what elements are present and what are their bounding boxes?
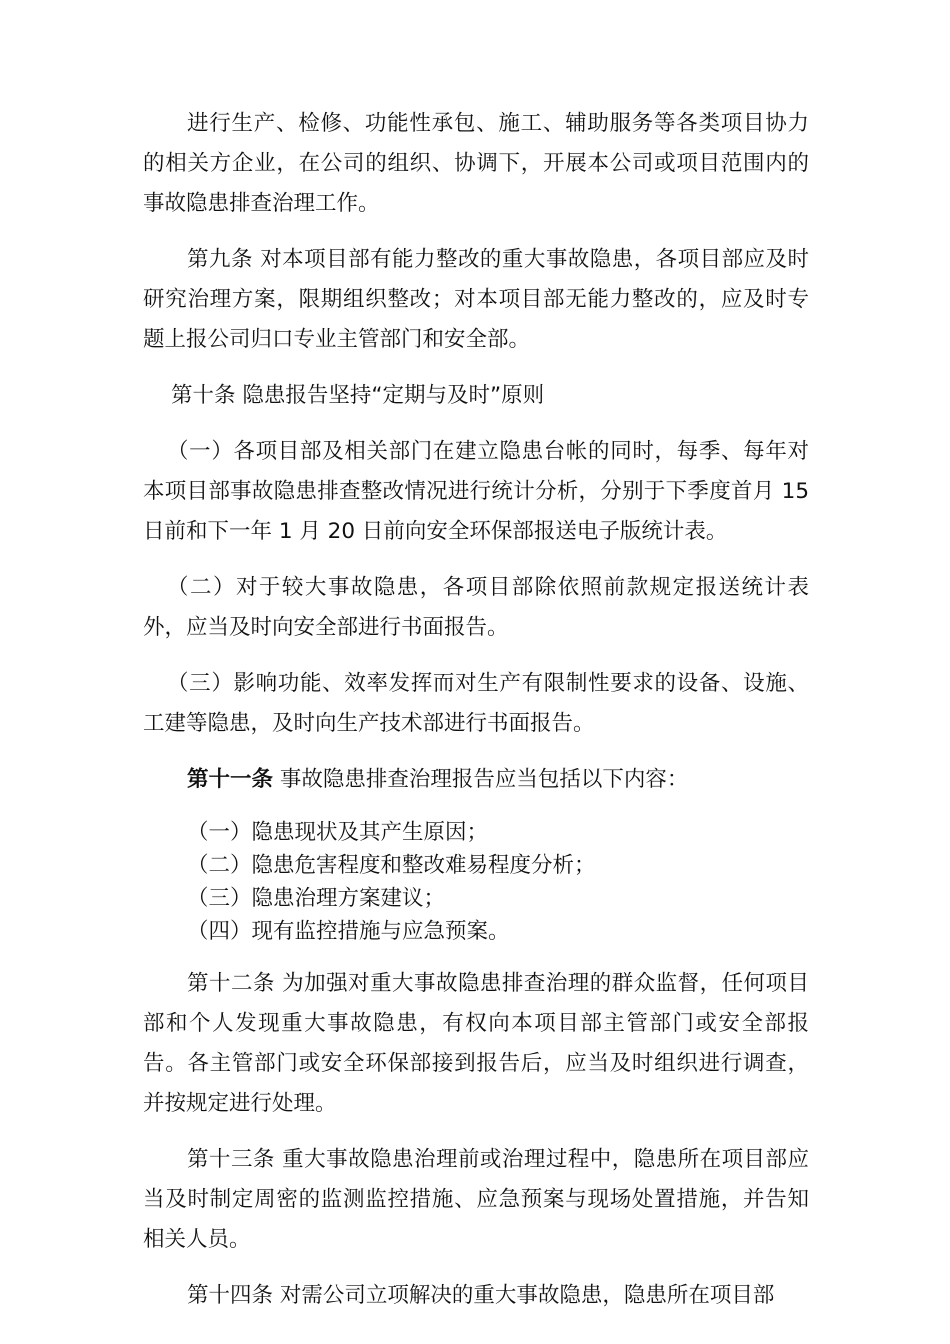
list-item: （四）现有监控措施与应急预案。 bbox=[187, 919, 510, 944]
article-9: 第九条 对本项目部有能力整改的重大事故隐患，各项目部应及时研究治理方案，限期组织整改；对本项目部无能力整改的，应及时专题上报公司归口专业主管部门和安全部。 bbox=[143, 247, 809, 352]
document-page bbox=[143, 104, 809, 1332]
article-13: 第十三条 重大事故隐患治理前或治理过程中，隐患所在项目部应当及时制定周密的监测监控措施、应急预案与现场处置措施，并告知相关人员。 bbox=[143, 1147, 809, 1252]
article-11-list bbox=[143, 816, 809, 948]
article-11 bbox=[143, 760, 809, 800]
article-10: 第十条 隐患报告坚持“定期与及时”原则 bbox=[171, 383, 545, 408]
article-11-text: 事故隐患排查治理报告应当包括以下内容： bbox=[273, 767, 689, 792]
article-11-heading: 第十一条 bbox=[187, 767, 274, 792]
list-item: （一）隐患现状及其产生原因； bbox=[187, 820, 489, 845]
list-item: （三）隐患治理方案建议； bbox=[187, 886, 446, 911]
article-10-item-2: （二）对于较大事故隐患，各项目部除依照前款规定报送统计表外，应当及时向安全部进行书面报告。 bbox=[143, 575, 809, 640]
article-12: 第十二条 为加强对重大事故隐患排查治理的群众监督，任何项目部和个人发现重大事故隐患，有权向本项目部主管部门或安全部报告。各主管部门或安全环保部接到报告后，应当及时组织进行调查，并按规定进行处理。 bbox=[143, 971, 809, 1116]
article-14: 第十四条 对需公司立项解决的重大事故隐患，隐患所在项目部 bbox=[187, 1283, 775, 1308]
article-10-item-1: （一）各项目部及相关部门在建立隐患台帐的同时，每季、每年对本项目部事故隐患排查整改情况进行统计分析，分别于下季度首月 15 日前和下一年 1 月 20 日前向安全环保部报送电子版统计表。 bbox=[143, 439, 809, 544]
paragraph-intro: 进行生产、检修、功能性承包、施工、辅助服务等各类项目协力的相关方企业，在公司的组织、协调下，开展本公司或项目范围内的事故隐患排查治理工作。 bbox=[143, 111, 809, 216]
article-10-item-3: （三）影响功能、效率发挥而对生产有限制性要求的设备、设施、工建等隐患，及时向生产技术部进行书面报告。 bbox=[143, 671, 809, 736]
list-item: （二）隐患危害程度和整改难易程度分析； bbox=[187, 853, 596, 878]
